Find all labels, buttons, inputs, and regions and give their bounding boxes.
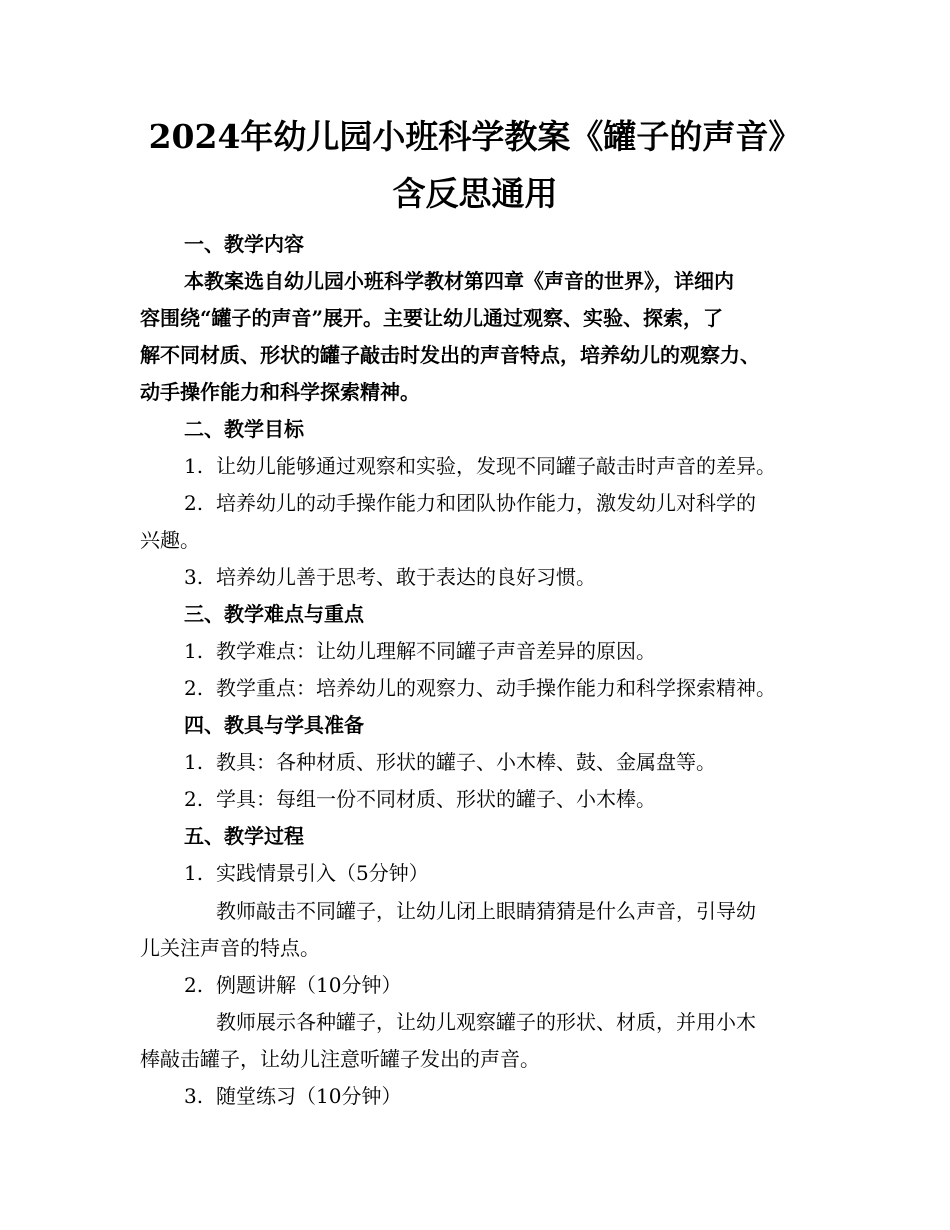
list-text: 教学难点：让幼儿理解不同罐子声音差异的原因。 — [216, 639, 656, 663]
list-number: 2. — [184, 491, 204, 515]
list-item — [184, 638, 656, 664]
paragraph-line: 棒敲击罐子，让幼儿注意听罐子发出的声音。 — [140, 1047, 540, 1071]
list-number: 1. — [184, 861, 204, 885]
paragraph-line: 教师敲击不同罐子，让幼儿闭上眼睛猜猜是什么声音，引导幼 — [216, 899, 756, 923]
step-title: 随堂练习（10分钟） — [216, 1084, 402, 1108]
section-heading-difficulties-focus: 三、教学难点与重点 — [184, 602, 364, 626]
section-heading-teaching-content: 一、教学内容 — [184, 232, 304, 256]
paragraph-line: 本教案选自幼儿园小班科学教材第四章《声音的世界》，详细内 — [184, 269, 734, 293]
paragraph-line: 儿关注声音的特点。 — [140, 936, 320, 960]
list-text: 让幼儿能够通过观察和实验，发现不同罐子敲击时声音的差异。 — [216, 454, 776, 478]
list-number: 3. — [184, 565, 204, 589]
list-number: 2. — [184, 787, 204, 811]
paragraph-line: 解不同材质、形状的罐子敲击时发出的声音特点，培养幼儿的观察力、 — [140, 343, 760, 367]
list-number: 2. — [184, 676, 204, 700]
paragraph-line: 教师展示各种罐子，让幼儿观察罐子的形状、材质，并用小木 — [216, 1010, 756, 1034]
list-item — [184, 453, 776, 479]
list-number: 3. — [184, 1084, 204, 1108]
list-item — [184, 564, 596, 590]
process-step — [184, 860, 429, 886]
document-title-line-1: 2024年幼儿园小班科学教案《罐子的声音》 — [148, 117, 802, 156]
list-number: 2. — [184, 973, 204, 997]
paragraph-line: 动手操作能力和科学探索精神。 — [140, 380, 420, 404]
section-heading-teaching-process: 五、教学过程 — [184, 824, 304, 848]
list-item-continuation: 兴趣。 — [140, 528, 200, 552]
list-item — [184, 675, 776, 701]
list-number: 1. — [184, 639, 204, 663]
list-text: 教具：各种材质、形状的罐子、小木棒、鼓、金属盘等。 — [216, 750, 716, 774]
step-title: 实践情景引入（5分钟） — [216, 861, 429, 885]
list-text: 培养幼儿的动手操作能力和团队协作能力，激发幼儿对科学的 — [216, 491, 756, 515]
section-heading-teaching-goals: 二、教学目标 — [184, 417, 304, 441]
process-step — [184, 1083, 401, 1109]
list-item — [184, 490, 756, 516]
list-item — [184, 749, 716, 775]
list-text: 培养幼儿善于思考、敢于表达的良好习惯。 — [216, 565, 596, 589]
list-item — [184, 786, 656, 812]
document-title-line-2: 含反思通用 — [392, 174, 558, 213]
paragraph-line: 容围绕“罐子的声音”展开。主要让幼儿通过观察、实验、探索，了 — [140, 306, 724, 330]
step-title: 例题讲解（10分钟） — [216, 973, 402, 997]
process-step — [184, 972, 401, 998]
list-number: 1. — [184, 454, 204, 478]
list-number: 1. — [184, 750, 204, 774]
section-heading-materials: 四、教具与学具准备 — [184, 713, 364, 737]
list-text: 教学重点：培养幼儿的观察力、动手操作能力和科学探索精神。 — [216, 676, 776, 700]
list-text: 学具：每组一份不同材质、形状的罐子、小木棒。 — [216, 787, 656, 811]
